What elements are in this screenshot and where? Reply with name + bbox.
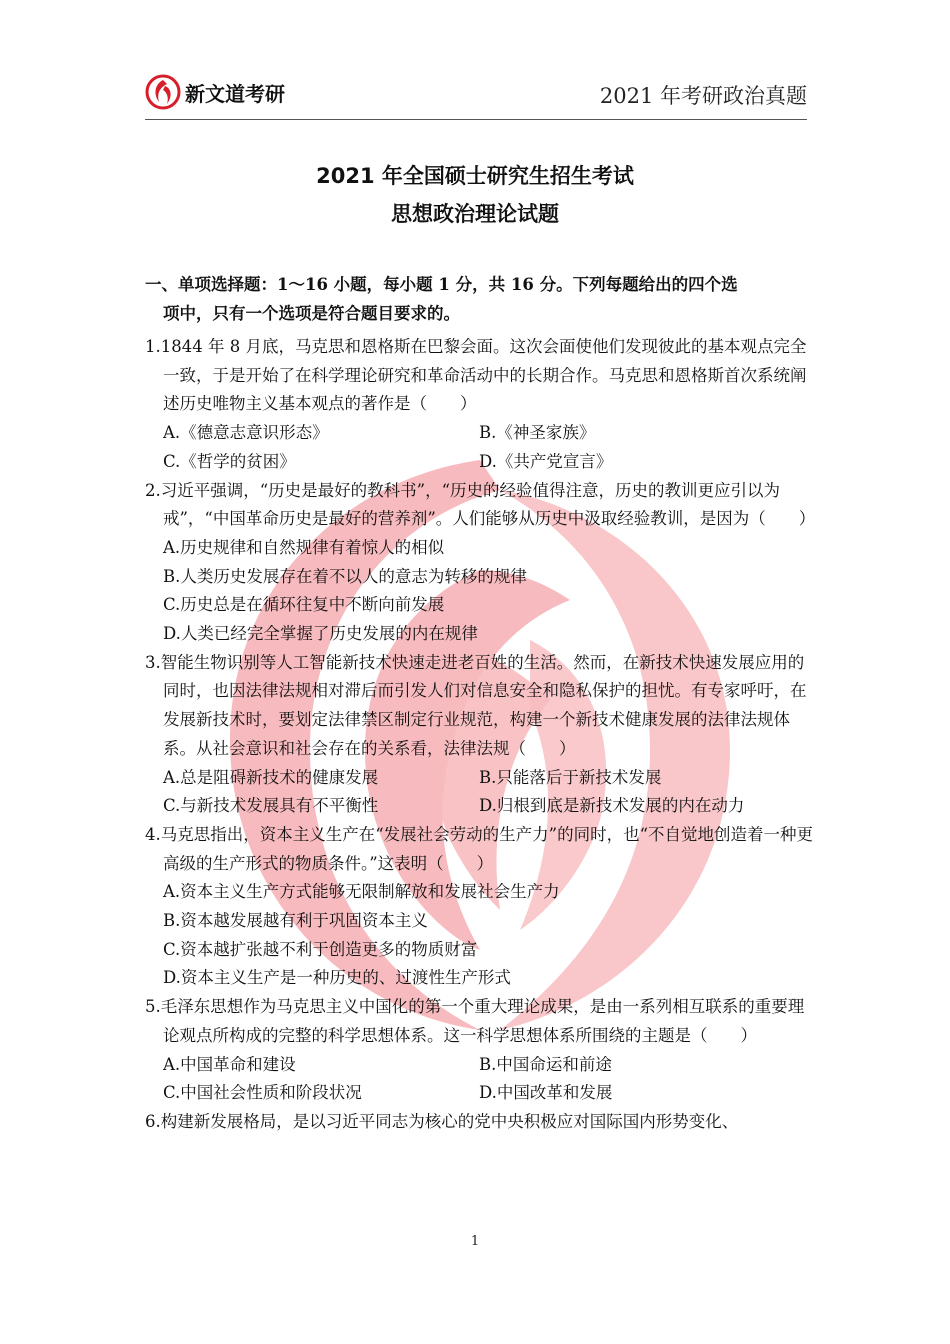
question-stem: 4.马克思指出，资本主义生产在“发展社会劳动的生产力”的同时，也“不自觉地创造着一种更高级的生产形式的物质条件。”这表明（ ） bbox=[145, 824, 814, 873]
page-header bbox=[145, 68, 807, 118]
section-heading-line1: 一、单项选择题：1～16 小题，每小题 1 分，共 16 分。下列每题给出的四个选 bbox=[145, 275, 738, 294]
section-heading bbox=[145, 270, 815, 328]
exam-subtitle: 思想政治理论试题 bbox=[391, 202, 559, 226]
option-b: B.人类历史发展存在着不以人的意志为转移的规律 bbox=[163, 566, 527, 586]
exam-title: 2021 年全国硕士研究生招生考试 bbox=[316, 164, 634, 188]
question-stem: 2.习近平强调，“历史是最好的教科书”，“历史的经验值得注意，历史的教训更应引以为戒”，“中国革命历史是最好的营养剂”。人们能够从历史中汲取经验教训，是因为（ ） bbox=[145, 480, 816, 529]
option-a: A.中国革命和建设 bbox=[163, 1054, 296, 1074]
option-a: A.《德意志意识形态》 bbox=[163, 423, 329, 443]
option-d: D.归根到底是新技术发展的内在动力 bbox=[479, 796, 745, 816]
option-a: A.资本主义生产方式能够无限制解放和发展社会生产力 bbox=[163, 882, 560, 902]
question-6 bbox=[145, 1108, 815, 1137]
question-stem: 1.1844 年 8 月底，马克思和恩格斯在巴黎会面。这次会面使他们发现彼此的基本观点完全一致，于是开始了在科学理论研究和革命活动中的长期合作。马克思和恩格斯首次系统阐述历史唯物主义基本观点的著作是（ ） bbox=[145, 337, 807, 414]
logo bbox=[145, 74, 285, 110]
section-heading-line2: 项中，只有一个选项是符合题目要求的。 bbox=[163, 304, 460, 323]
option-d: D.人类已经完全掌握了历史发展的内在规律 bbox=[163, 624, 478, 644]
phoenix-logo-icon bbox=[145, 74, 181, 110]
question-list bbox=[145, 333, 815, 1137]
option-c: C.资本越扩张越不利于创造更多的物质财富 bbox=[163, 939, 478, 959]
question-stem: 3.智能生物识别等人工智能新技术快速走进老百姓的生活。然而，在新技术快速发展应用的同时，也因法律法规相对滞后而引发人们对信息安全和隐私保护的担忧。有专家呼吁，在发展新技术时，要划定法律禁区制定行业规范，构建一个新技术健康发展的法律法规体系。从社会意识和社会存在的关系看，法律法规（ ） bbox=[145, 652, 807, 758]
option-d: D.中国改革和发展 bbox=[479, 1083, 613, 1103]
header-divider bbox=[145, 119, 807, 120]
option-c: C.《哲学的贫困》 bbox=[163, 451, 296, 471]
option-a: A.总是阻碍新技术的健康发展 bbox=[163, 767, 379, 787]
option-b: B.资本越发展越有利于巩固资本主义 bbox=[163, 911, 428, 931]
option-c: C.与新技术发展具有不平衡性 bbox=[163, 796, 379, 816]
question-4 bbox=[145, 821, 815, 993]
question-2 bbox=[145, 477, 815, 649]
header-title: 2021 年考研政治真题 bbox=[599, 84, 807, 108]
option-b: B.只能落后于新技术发展 bbox=[479, 767, 662, 787]
question-stem: 6.构建新发展格局，是以习近平同志为核心的党中央积极应对国际国内形势变化、 bbox=[145, 1111, 739, 1131]
question-3 bbox=[145, 649, 815, 821]
option-d: D.《共产党宣言》 bbox=[479, 451, 613, 471]
logo-text: 新文道考研 bbox=[185, 81, 285, 106]
option-b: B.中国命运和前途 bbox=[479, 1054, 612, 1074]
option-c: C.历史总是在循环往复中不断向前发展 bbox=[163, 595, 445, 615]
option-a: A.历史规律和自然规律有着惊人的相似 bbox=[163, 537, 445, 557]
option-b: B.《神圣家族》 bbox=[479, 423, 596, 443]
page-number: 1 bbox=[470, 1234, 480, 1249]
question-5 bbox=[145, 993, 815, 1108]
question-stem: 5.毛泽东思想作为马克思主义中国化的第一个重大理论成果，是由一系列相互联系的重要理论观点所构成的完整的科学思想体系。这一科学思想体系所围绕的主题是（ ） bbox=[145, 997, 805, 1045]
option-c: C.中国社会性质和阶段状况 bbox=[163, 1083, 362, 1103]
option-d: D.资本主义生产是一种历史的、过渡性生产形式 bbox=[163, 968, 511, 988]
question-1 bbox=[145, 333, 815, 477]
